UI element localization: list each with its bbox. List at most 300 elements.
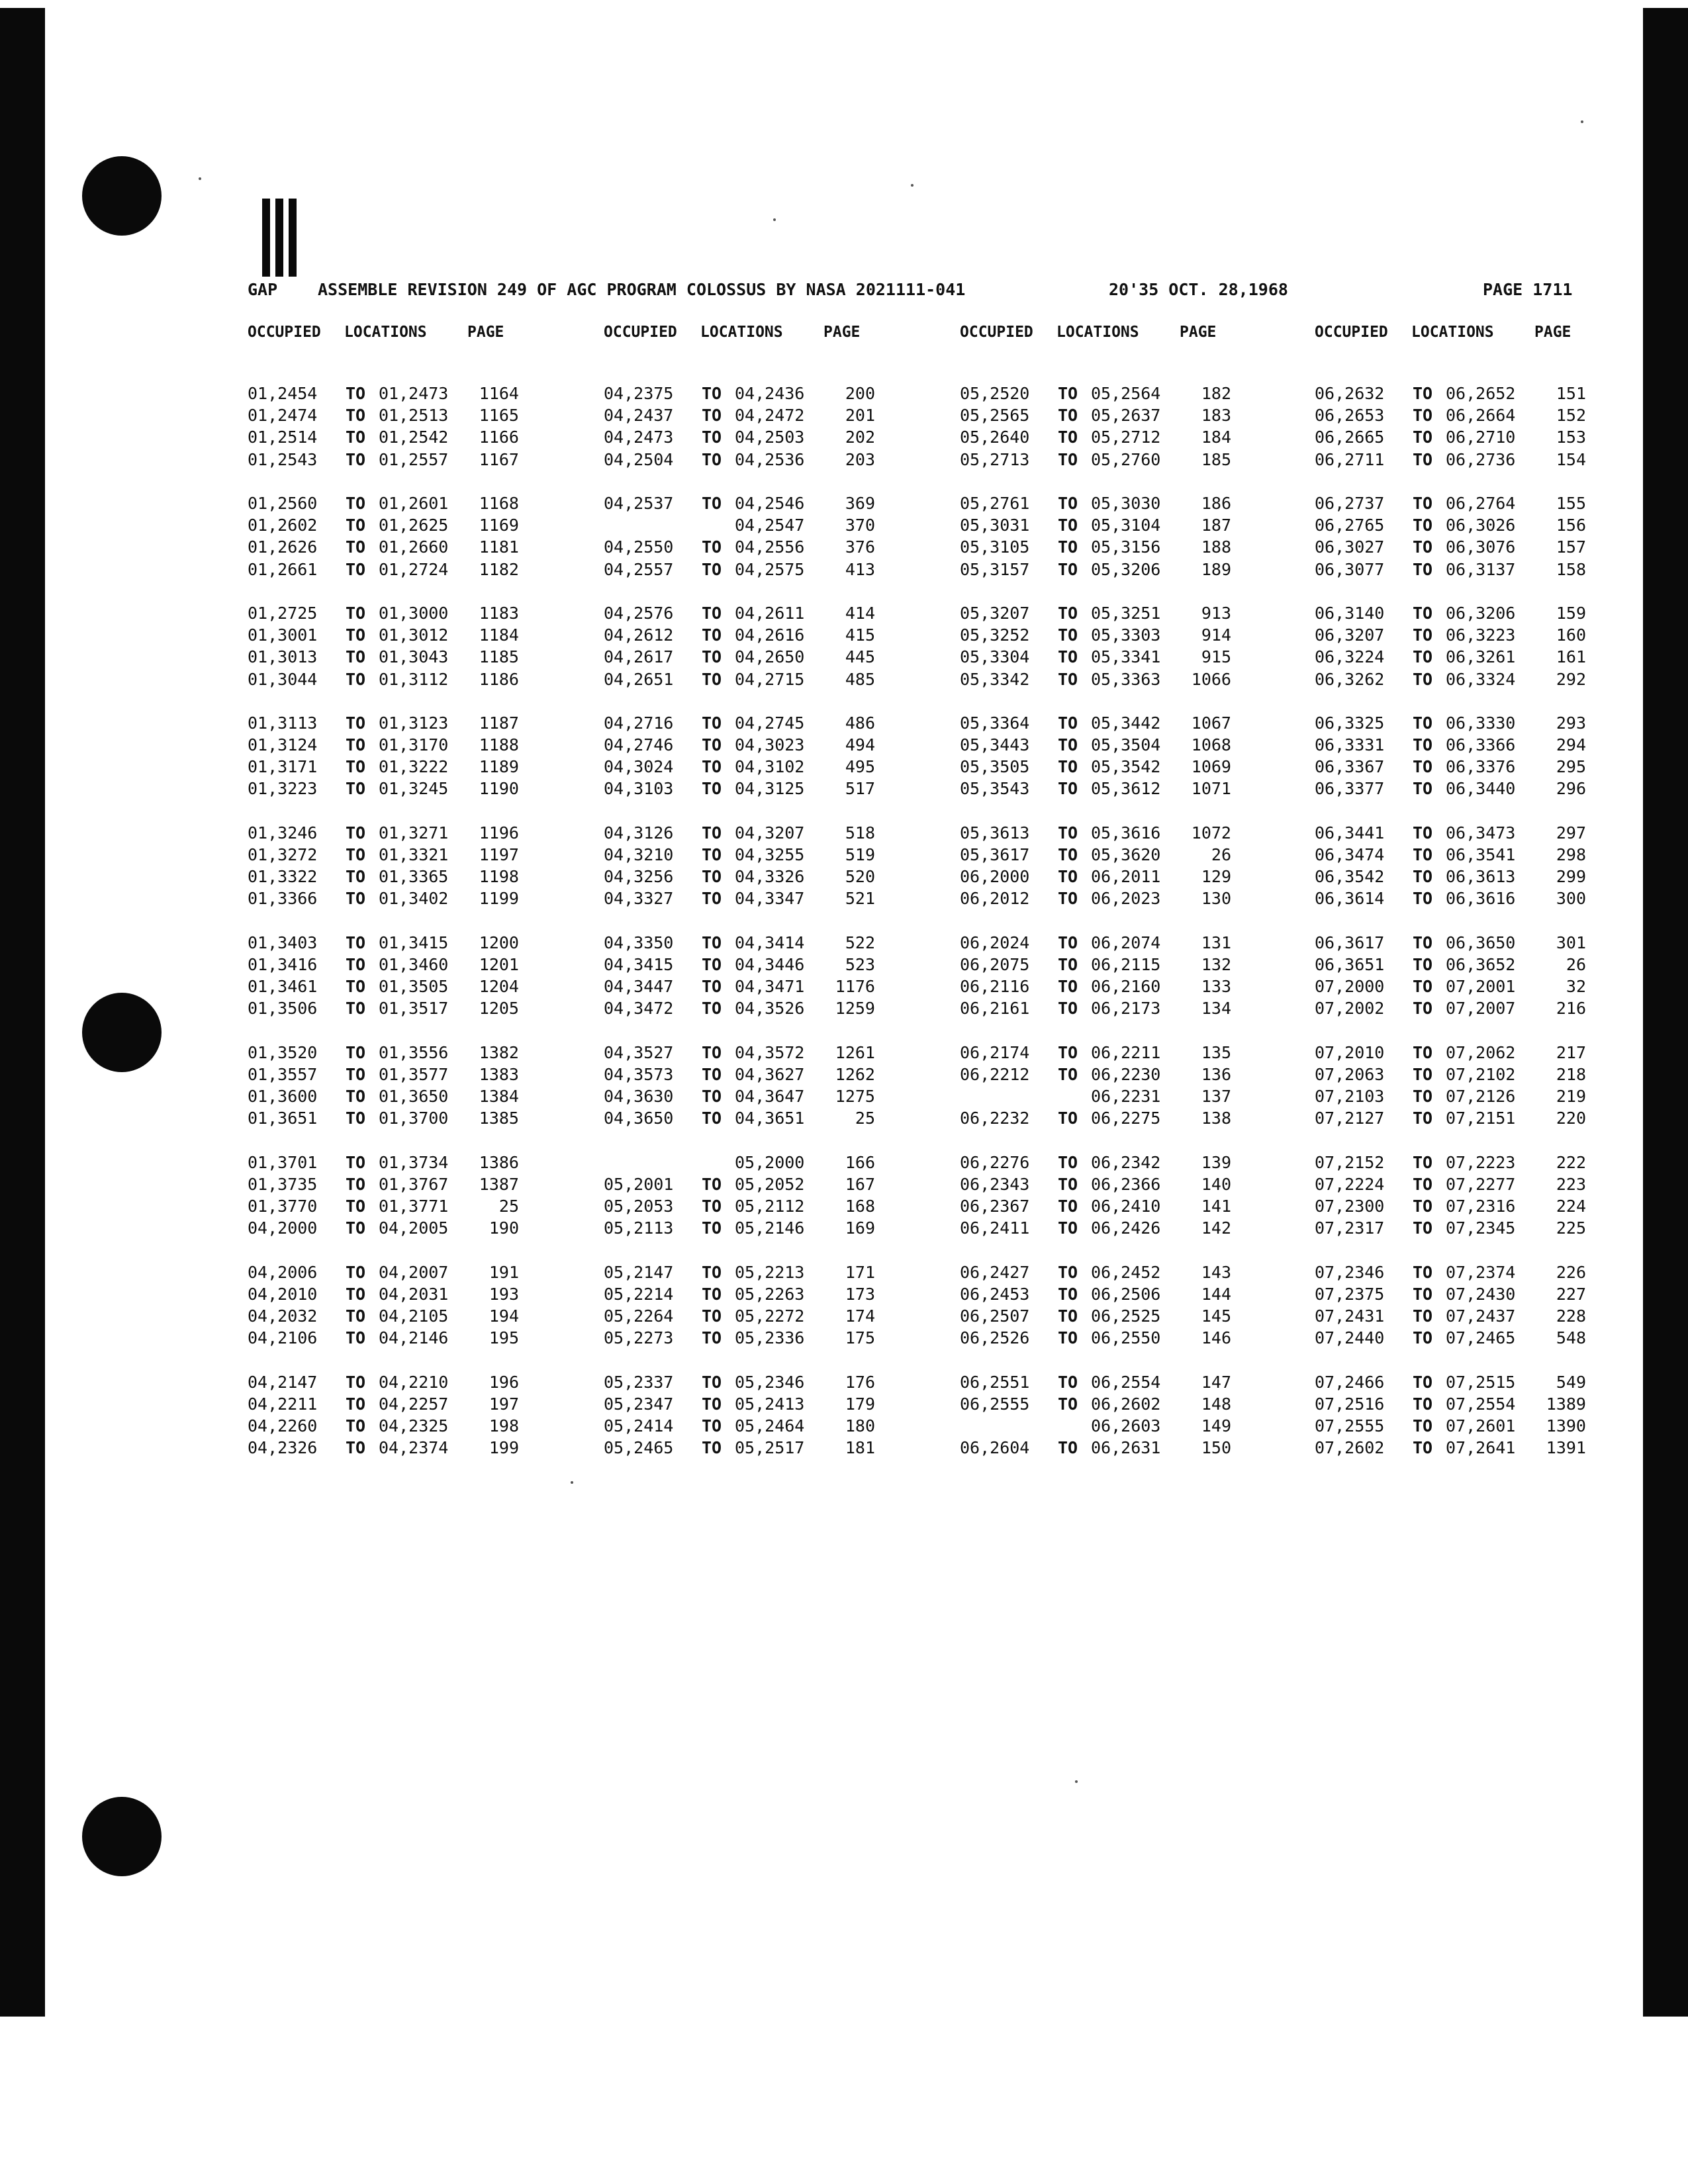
range-start: 06,2427: [960, 1262, 1030, 1282]
range-end: 07,2007: [1446, 999, 1516, 1019]
table-row: [1315, 997, 1659, 1019]
page-ref: 1168: [479, 494, 519, 514]
to-keyword: TO: [702, 933, 722, 952]
to-keyword: TO: [1058, 1438, 1078, 1458]
to-keyword: TO: [1413, 1328, 1433, 1348]
table-row: [960, 1305, 1304, 1327]
table-row: [1315, 668, 1659, 690]
page-ref: 913: [1201, 603, 1231, 623]
page-ref: 520: [845, 867, 875, 887]
table-row: [604, 932, 948, 954]
range-start: 07,2431: [1315, 1306, 1385, 1326]
occupied-locations-column-4: [1315, 318, 1659, 1459]
range-start: 06,3325: [1315, 713, 1385, 733]
to-keyword: TO: [346, 954, 366, 974]
range-end: 04,2503: [735, 428, 805, 447]
to-keyword: TO: [1413, 1306, 1433, 1326]
page-ref: 142: [1201, 1218, 1231, 1238]
page-ref: 1187: [479, 713, 519, 733]
table-row: [1315, 1217, 1659, 1239]
range-start: 06,2411: [960, 1218, 1030, 1238]
page-ref: 181: [845, 1438, 875, 1458]
to-keyword: TO: [1058, 1394, 1078, 1414]
header-occupied: OCCUPIED: [604, 324, 677, 341]
range-end: 06,2211: [1091, 1042, 1161, 1062]
range-end: 05,3030: [1091, 494, 1161, 514]
page-ref: 144: [1201, 1284, 1231, 1304]
page-ref: 200: [845, 384, 875, 404]
page-ref: 376: [845, 537, 875, 557]
table-row: [248, 1217, 592, 1239]
page-ref: 140: [1201, 1174, 1231, 1194]
table-row: [604, 997, 948, 1019]
table-row: [248, 1173, 592, 1195]
to-keyword: TO: [1413, 428, 1433, 447]
table-row: [604, 734, 948, 756]
to-keyword: TO: [702, 889, 722, 909]
page-ref: 301: [1556, 933, 1586, 952]
to-keyword: TO: [346, 1416, 366, 1435]
range-end: 07,2345: [1446, 1218, 1516, 1238]
table-row: [1315, 1393, 1659, 1415]
table-row: [960, 1393, 1304, 1415]
range-end: 01,3734: [379, 1152, 449, 1172]
range-start: 07,2152: [1315, 1152, 1385, 1172]
to-keyword: TO: [1058, 537, 1078, 557]
to-keyword: TO: [1413, 406, 1433, 426]
table-row: [1315, 536, 1659, 558]
page-ref: 1199: [479, 889, 519, 909]
page-ref: 294: [1556, 735, 1586, 755]
page-ref: 1069: [1191, 757, 1231, 777]
table-row: [604, 668, 948, 690]
range-end: 04,2031: [379, 1284, 449, 1304]
table-row: [248, 976, 592, 997]
range-start: 06,2555: [960, 1394, 1030, 1414]
table-row: [248, 756, 592, 778]
page-ref: 1165: [479, 406, 519, 426]
table-row: [960, 734, 1304, 756]
table-row: [604, 1415, 948, 1437]
range-start: 05,2147: [604, 1262, 674, 1282]
listing-title: ASSEMBLE REVISION 249 OF AGC PROGRAM COLOSSUS BY NASA 2021111-041: [318, 280, 966, 299]
to-keyword: TO: [346, 933, 366, 952]
table-row: [1315, 712, 1659, 734]
page-ref: 175: [845, 1328, 875, 1348]
table-row: [960, 1261, 1304, 1283]
to-keyword: TO: [1413, 537, 1433, 557]
range-end: 06,3366: [1446, 735, 1516, 755]
table-row: [248, 778, 592, 799]
table-row: [960, 559, 1304, 580]
range-end: 07,2554: [1446, 1394, 1516, 1414]
table-row: [604, 559, 948, 580]
range-end: 06,2173: [1091, 999, 1161, 1019]
column-header: [1315, 318, 1659, 347]
page-ref: 1385: [479, 1109, 519, 1128]
page-ref: 445: [845, 647, 875, 667]
table-row: [604, 624, 948, 646]
page-ref: 135: [1201, 1042, 1231, 1062]
table-row: [960, 997, 1304, 1019]
range-start: 01,2602: [248, 516, 318, 535]
range-end: 04,3207: [735, 823, 805, 842]
page-ref: 1196: [479, 823, 519, 842]
to-keyword: TO: [1413, 1218, 1433, 1238]
page-ref: 187: [1201, 516, 1231, 535]
range-end: 07,2102: [1446, 1064, 1516, 1084]
to-keyword: TO: [346, 1372, 366, 1392]
range-start: 04,2473: [604, 428, 674, 447]
table-row: [960, 668, 1304, 690]
to-keyword: TO: [346, 1306, 366, 1326]
range-start: 06,3262: [1315, 669, 1385, 689]
range-start: 06,2343: [960, 1174, 1030, 1194]
to-keyword: TO: [1413, 1042, 1433, 1062]
to-keyword: TO: [702, 823, 722, 842]
range-start: 01,3113: [248, 713, 318, 733]
range-start: 05,3304: [960, 647, 1030, 667]
range-end: 04,2611: [735, 603, 805, 623]
page-ref: 295: [1556, 757, 1586, 777]
range-end: 06,3206: [1446, 603, 1516, 623]
to-keyword: TO: [702, 428, 722, 447]
range-end: 07,2430: [1446, 1284, 1516, 1304]
page-ref: 147: [1201, 1372, 1231, 1392]
range-start: 04,2032: [248, 1306, 318, 1326]
range-start: 04,3472: [604, 999, 674, 1019]
page-ref: 1261: [835, 1042, 875, 1062]
page-ref: 25: [855, 1109, 875, 1128]
page-ref: 182: [1201, 384, 1231, 404]
page-ref: 1197: [479, 845, 519, 865]
range-end: 06,2506: [1091, 1284, 1161, 1304]
table-row: [248, 866, 592, 887]
range-end: 04,3414: [735, 933, 805, 952]
table-row: [248, 1371, 592, 1392]
table-row: [960, 1064, 1304, 1085]
to-keyword: TO: [702, 867, 722, 887]
page-ref: 203: [845, 449, 875, 469]
page-ref: 1183: [479, 603, 519, 623]
to-keyword: TO: [1058, 823, 1078, 842]
range-start: 05,2001: [604, 1174, 674, 1194]
page-ref: 186: [1201, 494, 1231, 514]
page-ref: 1204: [479, 977, 519, 997]
to-keyword: TO: [346, 406, 366, 426]
to-keyword: TO: [346, 603, 366, 623]
range-end: 01,2724: [379, 559, 449, 579]
table-row: [248, 1064, 592, 1085]
to-keyword: TO: [1413, 1416, 1433, 1435]
page-ref: 1383: [479, 1064, 519, 1084]
range-end: 04,2436: [735, 384, 805, 404]
table-row: [960, 1173, 1304, 1195]
page-ref: 191: [489, 1262, 519, 1282]
table-row: [248, 844, 592, 866]
range-end: 01,3650: [379, 1087, 449, 1107]
range-end: 06,2652: [1446, 384, 1516, 404]
table-row: [248, 1415, 592, 1437]
range-start: 01,3013: [248, 647, 318, 667]
range-end: 06,2664: [1446, 406, 1516, 426]
range-start: 06,2116: [960, 977, 1030, 997]
range-start: 04,2617: [604, 647, 674, 667]
range-end: 01,3043: [379, 647, 449, 667]
table-row: [1315, 1327, 1659, 1349]
range-start: 04,2550: [604, 537, 674, 557]
to-keyword: TO: [702, 384, 722, 404]
range-start: 07,2063: [1315, 1064, 1385, 1084]
to-keyword: TO: [702, 1042, 722, 1062]
to-keyword: TO: [702, 449, 722, 469]
page-ref: 1169: [479, 516, 519, 535]
to-keyword: TO: [1413, 603, 1433, 623]
table-row: [1315, 887, 1659, 909]
range-end: 05,2564: [1091, 384, 1161, 404]
range-end: 01,3556: [379, 1042, 449, 1062]
to-keyword: TO: [1058, 603, 1078, 623]
range-end: 06,2550: [1091, 1328, 1161, 1348]
column-header: [248, 318, 592, 347]
range-start: 06,3441: [1315, 823, 1385, 842]
to-keyword: TO: [346, 1109, 366, 1128]
to-keyword: TO: [1413, 735, 1433, 755]
page-ref: 915: [1201, 647, 1231, 667]
range-start: 06,3207: [1315, 625, 1385, 645]
table-row: [1315, 383, 1659, 404]
to-keyword: TO: [1058, 1372, 1078, 1392]
table-row: [960, 1327, 1304, 1349]
range-end: 06,3650: [1446, 933, 1516, 952]
range-start: 05,2214: [604, 1284, 674, 1304]
range-start: 04,3256: [604, 867, 674, 887]
scan-left-edge: [0, 8, 45, 2017]
to-keyword: TO: [702, 779, 722, 799]
range-start: 01,2661: [248, 559, 318, 579]
range-start: 04,2576: [604, 603, 674, 623]
listing-timestamp: 20'35 OCT. 28,1968: [1109, 280, 1288, 299]
page-ref: 1387: [479, 1174, 519, 1194]
range-start: 04,3415: [604, 954, 674, 974]
to-keyword: TO: [346, 384, 366, 404]
page-ref: 130: [1201, 889, 1231, 909]
range-start: 01,2626: [248, 537, 318, 557]
table-row: [248, 624, 592, 646]
to-keyword: TO: [1058, 494, 1078, 514]
range-start: 05,3157: [960, 559, 1030, 579]
range-end: 05,2263: [735, 1284, 805, 1304]
to-keyword: TO: [346, 735, 366, 755]
range-start: 06,2232: [960, 1109, 1030, 1128]
range-end: 06,2366: [1091, 1174, 1161, 1194]
range-start: 07,2466: [1315, 1372, 1385, 1392]
range-end: 07,2316: [1446, 1197, 1516, 1216]
occupied-range-list: [248, 383, 592, 1459]
range-start: 06,2665: [1315, 428, 1385, 447]
page-ref: 415: [845, 625, 875, 645]
table-row: [960, 866, 1304, 887]
to-keyword: TO: [346, 1087, 366, 1107]
to-keyword: TO: [1058, 1152, 1078, 1172]
table-row: [1315, 976, 1659, 997]
to-keyword: TO: [346, 625, 366, 645]
range-end: 01,3012: [379, 625, 449, 645]
table-row: [248, 1042, 592, 1064]
range-end: 01,2625: [379, 516, 449, 535]
to-keyword: TO: [346, 449, 366, 469]
range-end: 05,2146: [735, 1218, 805, 1238]
table-row: [1315, 1042, 1659, 1064]
table-row: [604, 1042, 948, 1064]
table-row: [960, 1415, 1304, 1437]
range-end: 05,2760: [1091, 449, 1161, 469]
page-ref: 297: [1556, 823, 1586, 842]
page-ref: 146: [1201, 1328, 1231, 1348]
to-keyword: TO: [1058, 647, 1078, 667]
range-start: 07,2516: [1315, 1394, 1385, 1414]
range-start: 05,2520: [960, 384, 1030, 404]
to-keyword: TO: [702, 406, 722, 426]
to-keyword: TO: [346, 823, 366, 842]
range-end: 04,2546: [735, 494, 805, 514]
page-ref: 218: [1556, 1064, 1586, 1084]
table-row: [1315, 559, 1659, 580]
range-start: 01,3506: [248, 999, 318, 1019]
table-row: [960, 383, 1304, 404]
occupied-range-list: [604, 383, 948, 1459]
range-end: 05,3251: [1091, 603, 1161, 623]
range-start: 06,3077: [1315, 559, 1385, 579]
page-ref: 136: [1201, 1064, 1231, 1084]
range-end: 04,2374: [379, 1438, 449, 1458]
to-keyword: TO: [346, 867, 366, 887]
to-keyword: TO: [1413, 669, 1433, 689]
range-start: 06,3377: [1315, 779, 1385, 799]
page-ref: 158: [1556, 559, 1586, 579]
table-row: [1315, 1283, 1659, 1305]
range-start: 01,3403: [248, 933, 318, 952]
table-row: [604, 1305, 948, 1327]
range-start: 06,2507: [960, 1306, 1030, 1326]
page-ref: 518: [845, 823, 875, 842]
range-start: 05,3031: [960, 516, 1030, 535]
page-ref: 1262: [835, 1064, 875, 1084]
to-keyword: TO: [702, 1328, 722, 1348]
table-row: [960, 624, 1304, 646]
range-end: 01,3771: [379, 1197, 449, 1216]
page-ref: 194: [489, 1306, 519, 1326]
table-row: [1315, 778, 1659, 799]
range-end: 06,2631: [1091, 1438, 1161, 1458]
table-row: [248, 514, 592, 536]
range-start: 06,3367: [1315, 757, 1385, 777]
range-end: 06,3026: [1446, 516, 1516, 535]
table-row: [960, 492, 1304, 514]
range-end: 01,3365: [379, 867, 449, 887]
page-ref: 1176: [835, 977, 875, 997]
table-row: [604, 1217, 948, 1239]
to-keyword: TO: [346, 757, 366, 777]
table-row: [248, 997, 592, 1019]
range-end: 04,2210: [379, 1372, 449, 1392]
range-end: 06,3473: [1446, 823, 1516, 842]
range-start: 04,2651: [604, 669, 674, 689]
range-end: 05,3363: [1091, 669, 1161, 689]
to-keyword: TO: [1058, 625, 1078, 645]
listing-prefix: GAP: [248, 280, 278, 299]
range-start: 05,2465: [604, 1438, 674, 1458]
page-ref: 1205: [479, 999, 519, 1019]
range-end: 05,2112: [735, 1197, 805, 1216]
range-end: 04,3651: [735, 1109, 805, 1128]
table-row: [604, 866, 948, 887]
to-keyword: TO: [346, 494, 366, 514]
page-ref: 139: [1201, 1152, 1231, 1172]
to-keyword: TO: [1413, 867, 1433, 887]
table-row: [960, 822, 1304, 844]
to-keyword: TO: [346, 1042, 366, 1062]
punch-hole-middle: [82, 993, 162, 1072]
range-start: 04,3573: [604, 1064, 674, 1084]
range-end: 05,3442: [1091, 713, 1161, 733]
to-keyword: TO: [702, 735, 722, 755]
range-end: 07,2126: [1446, 1087, 1516, 1107]
table-row: [604, 449, 948, 471]
paper-speck: [773, 218, 776, 221]
page-ref: 548: [1556, 1328, 1586, 1348]
table-row: [248, 426, 592, 448]
range-end: 04,3446: [735, 954, 805, 974]
table-row: [960, 778, 1304, 799]
page-ref: 176: [845, 1372, 875, 1392]
page-ref: 523: [845, 954, 875, 974]
to-keyword: TO: [702, 494, 722, 514]
range-start: 01,3651: [248, 1109, 318, 1128]
table-row: [248, 1327, 592, 1349]
table-row: [604, 1261, 948, 1283]
table-row: [1315, 426, 1659, 448]
to-keyword: TO: [346, 1174, 366, 1194]
to-keyword: TO: [1058, 954, 1078, 974]
page-ref: 169: [845, 1218, 875, 1238]
to-keyword: TO: [1413, 889, 1433, 909]
range-end: 06,3440: [1446, 779, 1516, 799]
to-keyword: TO: [1058, 1284, 1078, 1304]
range-end: 04,2745: [735, 713, 805, 733]
to-keyword: TO: [702, 1218, 722, 1238]
table-row: [248, 449, 592, 471]
range-start: 06,2653: [1315, 406, 1385, 426]
range-start: 06,2453: [960, 1284, 1030, 1304]
table-row: [604, 887, 948, 909]
range-end: 06,2160: [1091, 977, 1161, 997]
range-start: 04,2537: [604, 494, 674, 514]
page-ref: 145: [1201, 1306, 1231, 1326]
page-ref: 171: [845, 1262, 875, 1282]
table-row: [248, 1085, 592, 1107]
table-row: [248, 602, 592, 624]
page-ref: 148: [1201, 1394, 1231, 1414]
range-start: 01,3557: [248, 1064, 318, 1084]
range-end: 05,3156: [1091, 537, 1161, 557]
range-start: 06,2632: [1315, 384, 1385, 404]
header-occupied: OCCUPIED: [248, 324, 321, 341]
range-start: 05,2640: [960, 428, 1030, 447]
table-row: [960, 404, 1304, 426]
to-keyword: TO: [1413, 713, 1433, 733]
range-start: 06,3331: [1315, 735, 1385, 755]
